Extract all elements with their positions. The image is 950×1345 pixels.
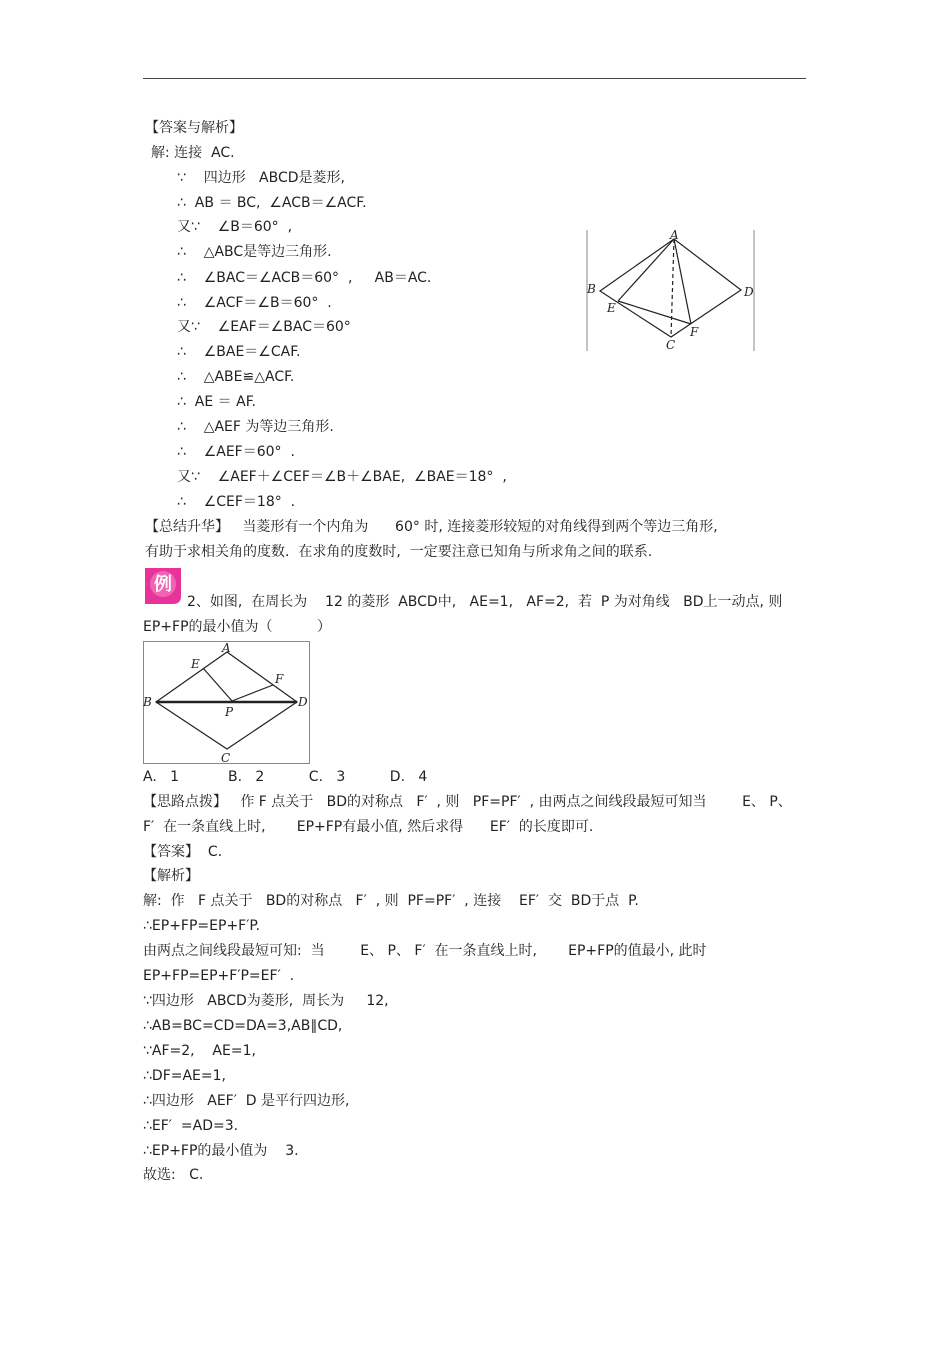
solution-step: EP+FP=EP+F′P=EF′ . <box>143 968 295 984</box>
solution-line: ∴ ∠BAC＝∠ACB＝60° , AB＝AC. <box>177 270 432 286</box>
label-d2: D <box>298 695 308 709</box>
example-badge-icon <box>143 566 183 606</box>
solution-step: ∴DF=AE=1, <box>143 1068 226 1084</box>
solution-step: ∵AF=2, AE=1, <box>143 1043 256 1059</box>
solution-line: ∴ AB ＝ BC, ∠ACB＝∠ACF. <box>177 195 367 211</box>
solution-line: ∴ △ABE≌△ACF. <box>177 369 295 385</box>
hint-line: 【思路点拨】 作 F 点关于 BD的对称点 F′ , 则 PF=PF′ , 由两点之间线段最短可知当 E、 P、 <box>143 794 792 810</box>
solution-step: ∴EF′ =AD=3. <box>143 1118 239 1134</box>
label-d: D <box>744 285 754 299</box>
label-a2: A <box>222 641 231 655</box>
label-c: C <box>666 338 676 352</box>
label-b: B <box>587 282 596 296</box>
label-f2: F <box>275 672 284 686</box>
segment-ef <box>618 301 691 324</box>
solution-line: ∴ ∠BAE＝∠CAF. <box>177 344 301 360</box>
analysis-heading: 【解析】 <box>143 868 199 884</box>
segment-ep <box>203 668 232 701</box>
label-e: E <box>607 301 616 315</box>
solution-line: ∴ △ABC是等边三角形. <box>177 244 332 260</box>
segment-af <box>674 239 691 324</box>
answer-heading: 【答案与解析】 <box>145 120 243 136</box>
solution-step: 故选: C. <box>143 1167 204 1183</box>
label-a: A <box>670 229 679 242</box>
solution-step: ∵四边形 ABCD为菱形, 周长为 12, <box>143 993 389 1009</box>
rhombus-abcd <box>600 239 741 337</box>
solution-line: 又∵ ∠AEF＋∠CEF＝∠B＋∠BAE, ∠BAE＝18° , <box>177 469 507 485</box>
label-b2: B <box>143 695 152 709</box>
question-line: 2、如图, 在周长为 12 的菱形 ABCD中, AE=1, AF=2, 若 P 为对角线 BD上一动点, 则 <box>187 594 783 610</box>
segment-ac-dashed <box>671 239 674 337</box>
figure-1-svg <box>586 229 756 353</box>
summary-line: 【总结升华】 当菱形有一个内角为 60° 时, 连接菱形较短的对角线得到两个等边三角形, <box>145 519 718 535</box>
solution-line: ∴ △AEF 为等边三角形. <box>177 419 334 435</box>
question-line: EP+FP的最小值为（ ） <box>143 619 332 635</box>
solution-line: ∴ AE ＝ AF. <box>177 394 256 410</box>
solution-step: 由两点之间线段最短可知: 当 E、 P、 F′ 在一条直线上时, EP+FP的值最小, 此时 <box>143 943 707 959</box>
solution-line: ∴ ∠AEF＝60° . <box>177 444 295 460</box>
solution-line: ∴ ∠ACF＝∠B＝60° . <box>177 295 332 311</box>
rhombus-abcd-2 <box>156 652 297 749</box>
header-rule <box>143 78 806 79</box>
solution-line: 解: 连接 AC. <box>151 145 235 161</box>
solution-step: ∴EP+FP的最小值为 3. <box>143 1143 299 1159</box>
label-f: F <box>690 325 699 339</box>
label-c2: C <box>221 751 231 765</box>
rhombus-figure-2 <box>143 641 311 769</box>
hint-line: F′ 在一条直线上时, EP+FP有最小值, 然后求得 EF′ 的长度即可. <box>143 819 594 835</box>
figure-2-svg <box>143 641 311 765</box>
solution-step: 解: 作 F 点关于 BD的对称点 F′ , 则 PF=PF′ , 连接 EF′ 交 BD于点 P. <box>143 893 639 909</box>
label-e2: E <box>191 657 200 671</box>
badge-text: 例 <box>154 574 172 595</box>
segment-pf <box>232 685 273 701</box>
summary-line: 有助于求相关角的度数. 在求角的度数时, 一定要注意已知角与所求角之间的联系. <box>145 544 653 560</box>
solution-step: ∴EP+FP=EP+F′P. <box>143 918 261 934</box>
solution-line: ∴ ∠CEF＝18° . <box>177 494 296 510</box>
rhombus-figure-1 <box>586 229 756 357</box>
answer-options: A. 1 B. 2 C. 3 D. 4 <box>143 769 428 785</box>
label-p2: P <box>225 705 234 719</box>
solution-step: ∴AB=BC=CD=DA=3,AB∥CD, <box>143 1018 343 1034</box>
solution-line: 又∵ ∠EAF＝∠BAC＝60° <box>177 319 351 335</box>
solution-step: ∴四边形 AEF′ D 是平行四边形, <box>143 1093 350 1109</box>
answer-line: 【答案】 C. <box>143 844 223 860</box>
solution-line: 又∵ ∠B＝60° , <box>177 219 293 235</box>
segment-ae <box>618 239 674 301</box>
solution-line: ∵ 四边形 ABCD是菱形, <box>177 170 345 186</box>
